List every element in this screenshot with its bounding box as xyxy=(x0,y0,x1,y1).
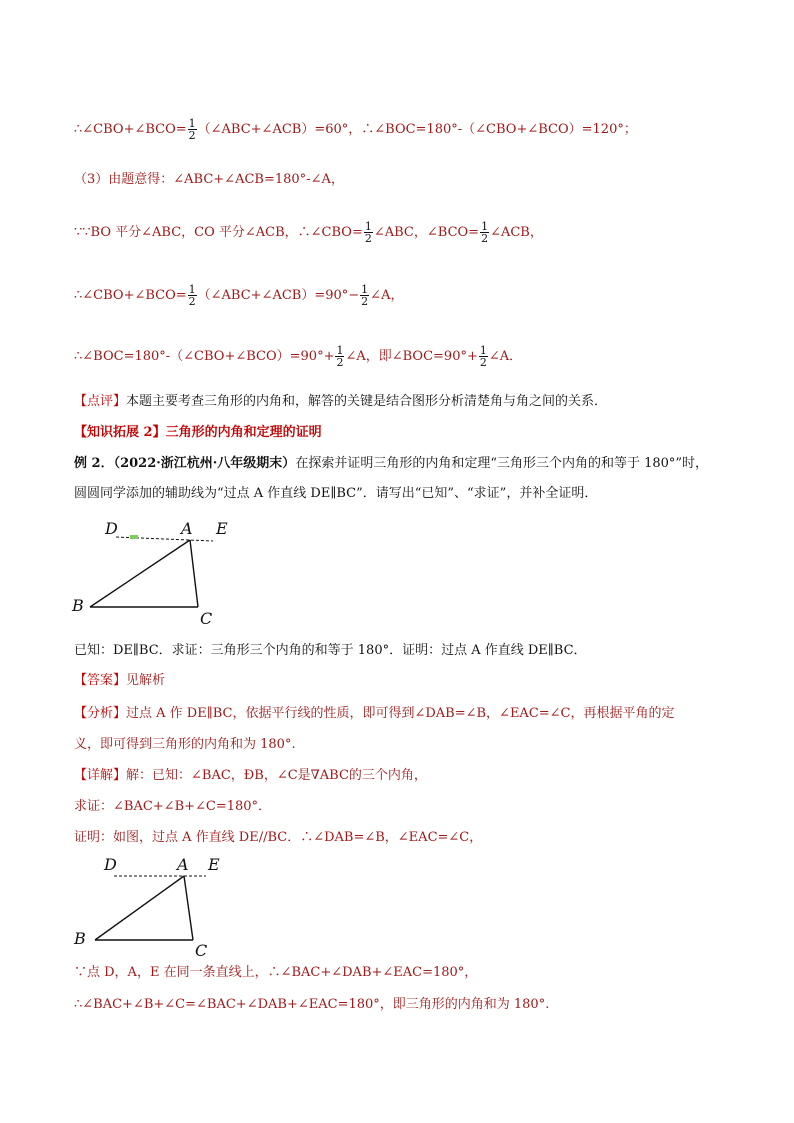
solution-line-2 xyxy=(74,170,344,190)
analysis-tag: 【分析】 xyxy=(74,706,127,721)
fraction-half: $\frac{1}{2}$ xyxy=(336,344,344,369)
fraction-half: $\frac{1}{2}$ xyxy=(479,344,487,369)
solution-line-3 xyxy=(74,221,543,244)
fraction-half: $\frac{1}{2}$ xyxy=(188,117,196,142)
line4-part-a: ∴∠CBO+∠BCO= xyxy=(74,288,187,303)
final-line-2: ∴∠BAC+∠B+∠C=∠BAC+∠DAB+∠EAC=180°，即三角形的内角和为 180°. xyxy=(74,997,550,1012)
detail-tag: 【详解】 xyxy=(74,768,127,783)
line4-part-c: ∠A， xyxy=(370,288,404,303)
label-C: C xyxy=(200,609,213,628)
example-text-1: 在探索并证明三角形的内角和定理“三角形三个内角的和等于 180°”时， xyxy=(295,456,709,471)
analysis-text-1: 过点 A 作 DE∥BC，依据平行线的性质，即可得到∠DAB=∠B，∠EAC=∠C，再根据平角的定 xyxy=(126,706,675,721)
solution-line-5 xyxy=(74,345,522,368)
example-line-1 xyxy=(74,454,708,474)
label-E: E xyxy=(216,519,228,538)
comment-tag: 【点评】 xyxy=(74,394,127,409)
given-line: 已知：DE∥BC．求证：三角形三个内角的和等于 180°．证明：过点 A 作直线 DE∥BC． xyxy=(74,643,587,658)
label-D: D xyxy=(105,519,118,538)
fraction-half: $\frac{1}{2}$ xyxy=(188,283,196,308)
final-line-1: ∵点 D，A，E 在同一条直线上，∴∠BAC+∠DAB+∠EAC=180°， xyxy=(74,965,478,980)
comment-line xyxy=(74,392,607,412)
line5-part-c: ∠A． xyxy=(488,349,523,364)
label-B: B xyxy=(74,929,86,948)
triangle-figure-1 xyxy=(60,510,240,635)
example-line-2: 圆圆同学添加的辅助线为“过点 A 作直线 DE∥BC”．请写出“已知”、“求证”，并补全证明． xyxy=(74,486,598,501)
example-label: 例 2．（2022·浙江杭州·八年级期末） xyxy=(74,456,296,471)
detail-line-2: 求证：∠BAC+∠B+∠C=180°． xyxy=(74,799,272,814)
solution-line-1 xyxy=(74,118,637,141)
comment-text: 本题主要考查三角形的内角和，解答的关键是结合图形分析清楚角与角之间的关系． xyxy=(126,394,608,409)
detail-line-3: 证明：如图，过点 A 作直线 DE//BC．∴∠DAB=∠B，∠EAC=∠C， xyxy=(74,830,483,845)
detail-text-1: 解：已知：∠BAC，ÐB，∠C是∇ABC的三个内角， xyxy=(126,768,427,783)
triangle-figure-2 xyxy=(60,852,230,962)
answer-tag: 【答案】 xyxy=(74,673,127,688)
fraction-half: $\frac{1}{2}$ xyxy=(364,220,372,245)
answer-line xyxy=(74,671,165,691)
label-A: A xyxy=(181,519,193,538)
line1-part-b: （∠ABC+∠ACB）=60°，∴∠BOC=180°-（∠CBO+∠BCO）=120°； xyxy=(197,122,637,137)
analysis-line-1 xyxy=(74,704,675,724)
solution-line-4 xyxy=(74,284,403,307)
detail-line-1 xyxy=(74,766,427,786)
line3-part-c: ∠ACB， xyxy=(490,225,543,240)
label-B: B xyxy=(72,596,84,615)
analysis-line-2: 义，即可得到三角形的内角和为 180°. xyxy=(74,737,296,752)
fraction-half: $\frac{1}{2}$ xyxy=(361,283,369,308)
fraction-half: $\frac{1}{2}$ xyxy=(481,220,489,245)
line3-part-a: ∵∵BO 平分∠ABC，CO 平分∠ACB，∴∠CBO= xyxy=(74,225,363,240)
line5-part-a: ∴∠BOC=180°-（∠CBO+∠BCO）=90°+ xyxy=(74,349,335,364)
label-C: C xyxy=(195,941,208,960)
line5-part-b: ∠A，即∠BOC=90°+ xyxy=(345,349,478,364)
line1-part-a: ∴∠CBO+∠BCO= xyxy=(74,122,187,137)
label-A: A xyxy=(177,855,189,874)
line4-part-b: （∠ABC+∠ACB）=90°− xyxy=(197,288,360,303)
line3-part-b: ∠ABC，∠BCO= xyxy=(373,225,480,240)
label-D: D xyxy=(104,855,117,874)
label-E: E xyxy=(208,855,220,874)
section-heading: 【知识拓展 2】三角形的内角和定理的证明 xyxy=(74,425,322,440)
answer-text: 见解析 xyxy=(126,673,166,688)
line2-text: （3）由题意得：∠ABC+∠ACB=180°-∠A， xyxy=(74,172,344,187)
